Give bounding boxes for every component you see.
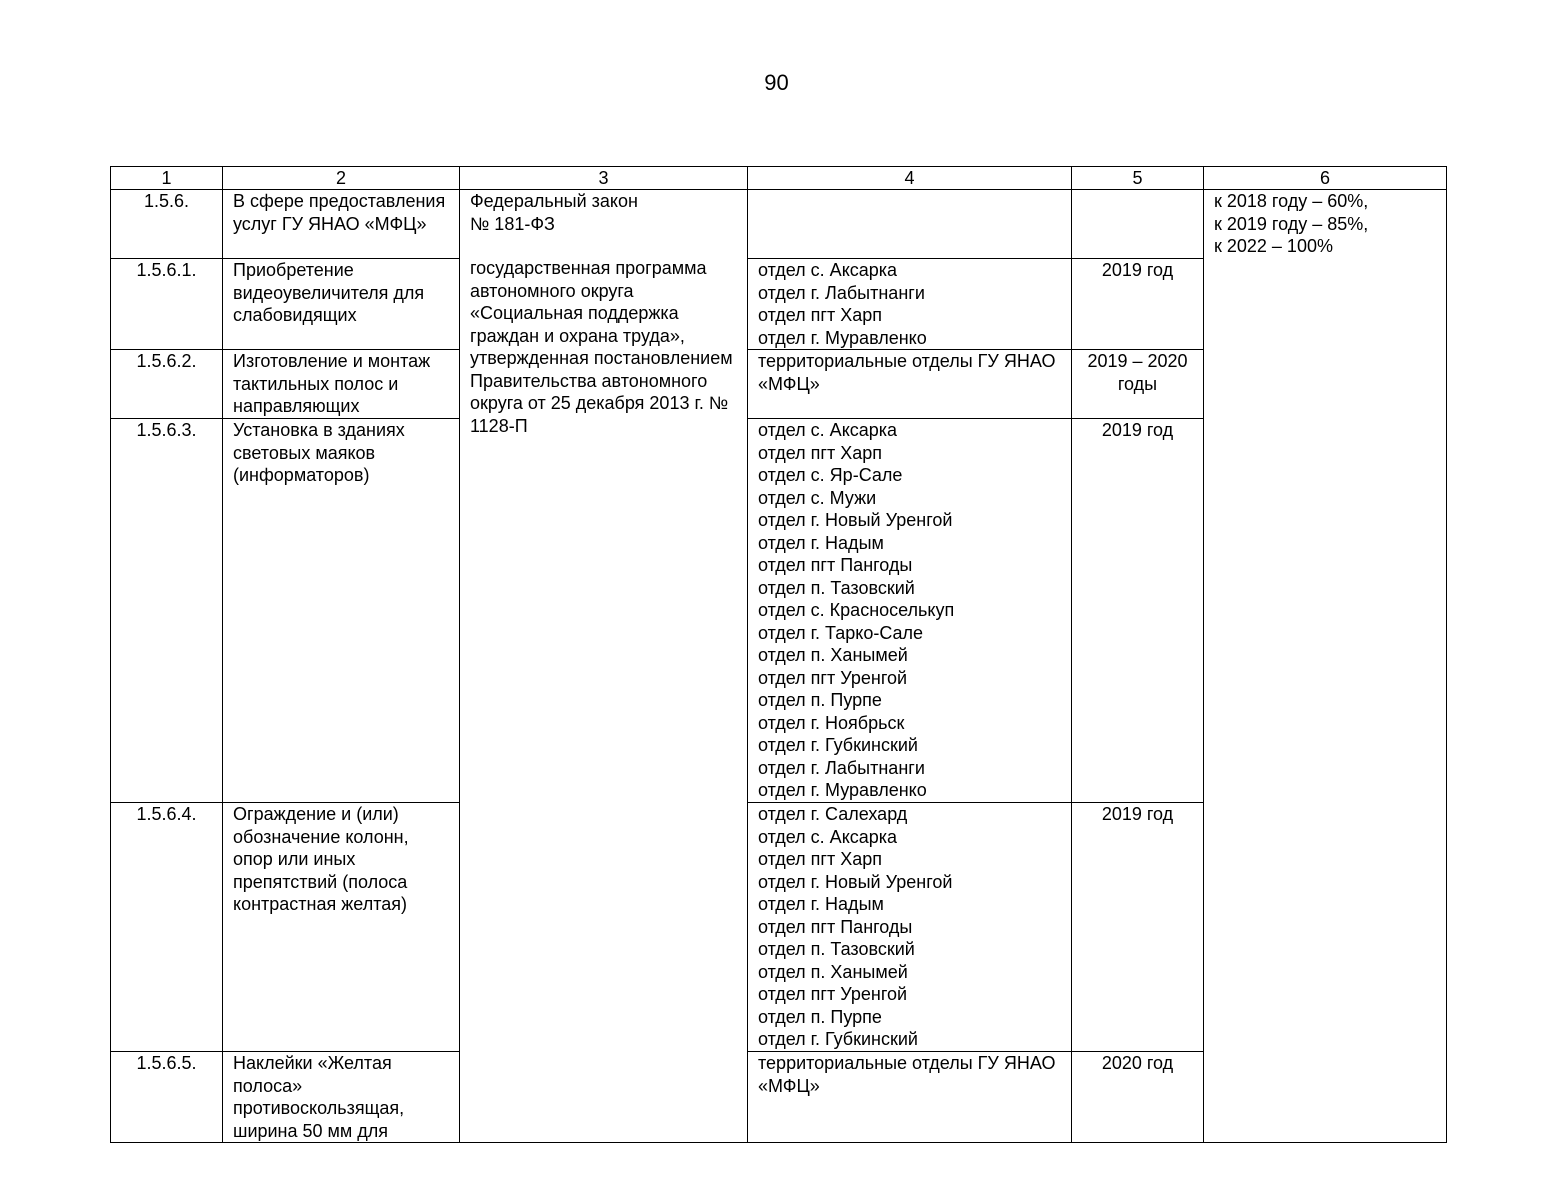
header-cell: 3 [460,167,748,190]
place-item: отдел г. Ноябрьск [758,712,905,733]
places-cell [748,259,1072,350]
place-item: отдел г. Лабытнанги [758,282,925,303]
page-number: 90 [764,70,789,95]
place-item: отдел пгт Пангоды [758,555,913,575]
place-item: отдел с. Аксарка [758,420,898,440]
item-name: Установка в зданиях световых маяков (информаторов) [223,419,460,803]
term-cell [1072,190,1204,259]
term-cell: 2019 год [1072,419,1204,803]
places-cell [748,1052,1072,1143]
item-number: 1.5.6.5. [111,1052,223,1143]
places-cell [748,419,1072,803]
header-cell: 2 [223,167,460,190]
item-number: 1.5.6. [111,190,223,259]
term-cell: 2019 год [1072,803,1204,1052]
header-cell: 5 [1072,167,1204,190]
term-cell: 2019 год [1072,259,1204,350]
place-item: отдел с. Яр-Сале [758,465,903,485]
measures-table [110,166,1447,1143]
spacer [470,235,737,257]
term-cell: 2019 – 2020 годы [1072,350,1204,419]
place-item: отдел с. Аксарка [758,826,898,847]
header-cell: 6 [1204,167,1447,190]
place-item: отдел п. Тазовский [758,939,915,959]
law-line: № 181-ФЗ [470,213,555,234]
place-item: отдел г. Новый Уренгой [758,871,953,892]
places-cell [748,803,1072,1052]
place-item: отдел г. Салехард [758,804,908,824]
header-cell: 1 [111,167,223,190]
item-number: 1.5.6.2. [111,350,223,419]
law-line: Федеральный закон [470,191,638,211]
place-item: отдел г. Тарко-Сале [758,622,924,643]
place-item: отдел пгт Харп [758,849,883,869]
item-name: Наклейки «Желтая полоса» противоскользящая, ширина 50 мм для [223,1052,460,1143]
indicator-cell [1204,190,1447,1143]
table-row [111,190,1447,259]
place-item: отдел г. Надым [758,532,884,553]
place-item: отдел п. Пурпе [758,1006,882,1027]
place-item: отдел п. Ханымей [758,961,908,982]
indicator-line: к 2019 году – 85%, [1214,213,1369,234]
place-item: отдел пгт Уренгой [758,984,908,1004]
item-name: Ограждение и (или) обозначение колонн, опор или иных препятствий (полоса контрастная желтая) [223,803,460,1052]
places-cell [748,350,1072,419]
place-item: отдел п. Пурпе [758,690,882,710]
place-item: отдел г. Лабытнанги [758,757,925,778]
place-item: отдел г. Муравленко [758,780,927,800]
place-item: отдел с. Красноселькуп [758,600,955,620]
place-item: территориальные отделы ГУ ЯНАО «МФЦ» [758,351,1056,394]
item-number: 1.5.6.4. [111,803,223,1052]
place-item: отдел г. Надым [758,894,884,914]
indicator-line: к 2022 – 100% [1214,236,1333,256]
place-item: отдел г. Губкинский [758,1029,918,1049]
program-text: государственная программа автономного округа «Социальная поддержка граждан и охрана труда», утвержденная постановлением Правительства автономного округа от 25 декабря 2013 г. № 1128-П [470,258,733,436]
place-item: отдел пгт Пангоды [758,916,913,937]
place-item: отдел с. Аксарка [758,260,898,280]
places-cell [748,190,1072,259]
place-item: территориальные отделы ГУ ЯНАО «МФЦ» [758,1053,1056,1096]
place-item: отдел п. Тазовский [758,577,915,598]
place-item: отдел г. Новый Уренгой [758,510,953,530]
place-item: отдел с. Мужи [758,487,877,508]
place-item: отдел пгт Уренгой [758,667,908,688]
place-item: отдел пгт Харп [758,442,883,463]
header-cell: 4 [748,167,1072,190]
legal-basis-cell [460,190,748,1143]
place-item: отдел г. Муравленко [758,327,927,348]
indicator-line: к 2018 году – 60%, [1214,191,1369,211]
place-item: отдел п. Ханымей [758,645,908,665]
place-item: отдел пгт Харп [758,305,883,325]
item-name: В сфере предоставления услуг ГУ ЯНАО «МФЦ» [223,190,460,259]
term-cell: 2020 год [1072,1052,1204,1143]
table-header-row [111,167,1447,190]
item-name: Изготовление и монтаж тактильных полос и направляющих [223,350,460,419]
item-name: Приобретение видеоувеличителя для слабовидящих [223,259,460,350]
place-item: отдел г. Губкинский [758,735,918,755]
item-number: 1.5.6.3. [111,419,223,803]
item-number: 1.5.6.1. [111,259,223,350]
